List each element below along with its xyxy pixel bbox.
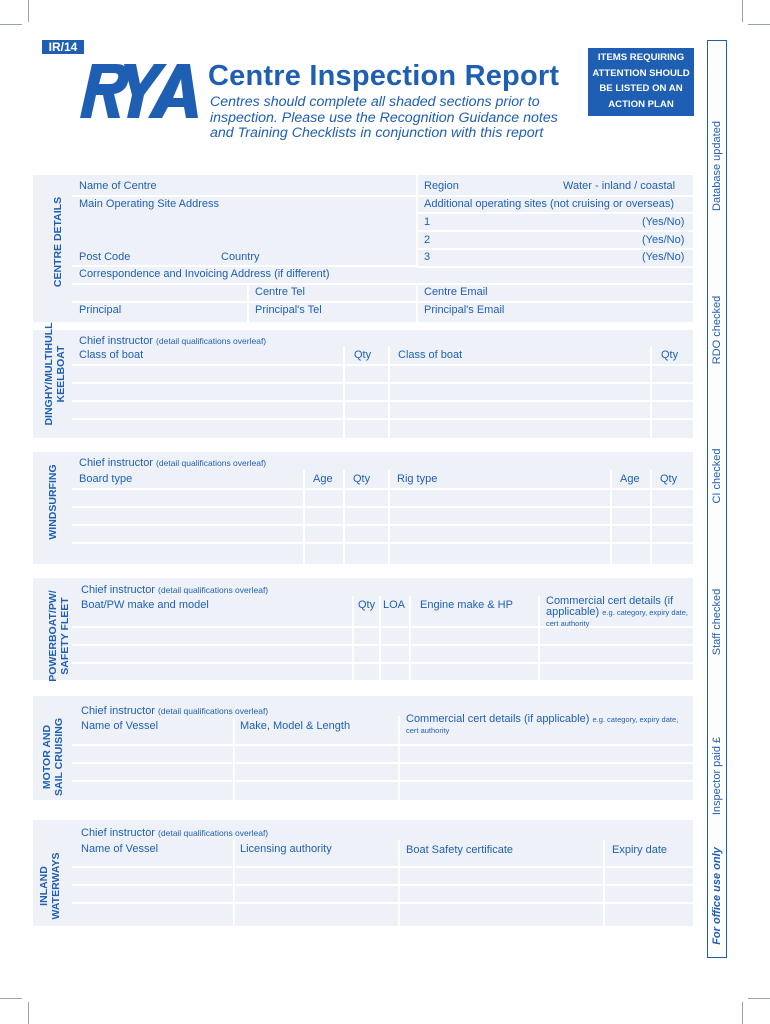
- rdo-checked-field[interactable]: RDO checked: [711, 295, 723, 365]
- name-of-centre-field[interactable]: Name of Centre: [79, 180, 157, 192]
- crop-mark: [742, 1002, 743, 1024]
- chief-instructor-field[interactable]: [81, 705, 268, 718]
- qty-header: Qty: [358, 599, 376, 611]
- crop-mark: [748, 24, 770, 25]
- motor-sail-heading-line: MOTOR AND: [41, 724, 53, 790]
- centre-details-heading: CENTRE DETAILS: [52, 196, 64, 288]
- age-header: Age: [313, 473, 333, 485]
- crop-mark: [742, 0, 743, 22]
- dinghy-heading: [43, 314, 67, 434]
- dinghy-heading-line: KEELBOAT: [55, 345, 67, 403]
- chief-instructor-label: Chief instructor: [81, 705, 155, 717]
- page-title: Centre Inspection Report: [208, 60, 560, 92]
- board-type-header: Board type: [79, 473, 133, 485]
- attention-line: ATTENTION SHOULD: [592, 67, 690, 79]
- vessel-name-header: Name of Vessel: [81, 720, 159, 732]
- inland-heading: [38, 836, 62, 936]
- principals-email-field[interactable]: Principal's Email: [424, 304, 505, 316]
- attention-line: ACTION PLAN: [608, 98, 674, 110]
- site-number: 3: [424, 251, 431, 263]
- commercial-cert-detail: e.g. category, expiry date, cert authority: [546, 608, 689, 628]
- commercial-cert-detail: e.g. category, expiry date, cert authority: [406, 715, 679, 735]
- rya-logo: [76, 60, 202, 120]
- attention-line: BE LISTED ON AN: [599, 83, 683, 94]
- additional-sites-label: Additional operating sites (not cruising or overseas): [424, 198, 675, 210]
- chief-instructor-label: Chief instructor: [79, 457, 153, 469]
- qty-header: Qty: [660, 473, 678, 485]
- vessel-name-header: Name of Vessel: [81, 843, 159, 855]
- class-of-boat-header: Class of boat: [398, 349, 463, 361]
- windsurfing-heading: WINDSURFING: [47, 464, 59, 540]
- powerboat-heading-line: SAFETY FLEET: [59, 597, 71, 675]
- site-number: 2: [424, 234, 431, 246]
- crop-mark: [0, 24, 22, 25]
- ci-checked-field[interactable]: CI checked: [711, 448, 723, 504]
- loa-header: LOA: [383, 599, 406, 611]
- commercial-cert-header: [406, 714, 691, 736]
- qty-header: Qty: [661, 349, 679, 361]
- rig-type-header: Rig type: [397, 473, 438, 485]
- page-subtitle: Centres should complete all shaded sections prior to inspection. Please use the Recognition Guidance notes and Training Checklists in conjunction with this report: [210, 94, 558, 141]
- commercial-cert-label: Commercial cert details (if applicable): [406, 713, 590, 725]
- powerboat-heading: [47, 574, 71, 698]
- chief-instructor-label: Chief instructor: [81, 584, 155, 596]
- motor-sail-heading: [41, 702, 65, 812]
- post-code-field[interactable]: Post Code: [79, 251, 131, 263]
- chief-instructor-field[interactable]: [81, 827, 268, 840]
- crop-mark: [748, 998, 770, 999]
- chief-instructor-detail: (detail qualifications overleaf): [158, 585, 269, 595]
- site-yes-no[interactable]: (Yes/No): [642, 234, 685, 246]
- crop-mark: [28, 1002, 29, 1024]
- centre-email-field[interactable]: Centre Email: [424, 286, 488, 298]
- site-yes-no[interactable]: (Yes/No): [642, 251, 685, 263]
- chief-instructor-label: Chief instructor: [79, 335, 153, 347]
- form-code-badge: IR/14: [42, 40, 84, 54]
- site-number: 1: [424, 216, 431, 228]
- inland-heading-line: WATERWAYS: [50, 852, 62, 920]
- centre-tel-field[interactable]: Centre Tel: [255, 286, 305, 298]
- main-site-address-field[interactable]: Main Operating Site Address: [79, 198, 220, 210]
- chief-instructor-label: Chief instructor: [81, 827, 155, 839]
- boat-make-model-header: Boat/PW make and model: [81, 599, 209, 611]
- powerboat-heading-line: POWERBOAT/PW/: [47, 590, 59, 682]
- commercial-cert-header: [546, 596, 690, 629]
- chief-instructor-detail: (detail qualifications overleaf): [156, 336, 267, 346]
- motor-sail-heading-line: SAIL CRUISING: [53, 718, 65, 796]
- attention-line: ITEMS REQUIRING: [597, 52, 685, 63]
- crop-mark: [28, 0, 29, 22]
- licensing-authority-header: Licensing authority: [240, 843, 332, 855]
- principal-field[interactable]: Principal: [79, 304, 122, 316]
- inland-heading-line: INLAND: [38, 866, 50, 906]
- chief-instructor-detail: (detail qualifications overleaf): [158, 706, 269, 716]
- principals-tel-field[interactable]: Principal's Tel: [255, 304, 322, 316]
- make-model-length-header: Make, Model & Length: [240, 720, 351, 732]
- office-use-only-label: For office use only: [711, 847, 723, 945]
- crop-mark: [0, 998, 22, 999]
- chief-instructor-detail: (detail qualifications overleaf): [158, 828, 269, 838]
- chief-instructor-field[interactable]: [79, 335, 266, 348]
- class-of-boat-header: Class of boat: [79, 349, 144, 361]
- boat-safety-cert-header: Boat Safety certificate: [406, 844, 513, 856]
- commercial-cert-label: Commercial cert details (if applicable): [546, 595, 674, 618]
- expiry-date-header: Expiry date: [612, 844, 668, 856]
- staff-checked-field[interactable]: Staff checked: [711, 588, 723, 656]
- water-type-field[interactable]: Water - inland / coastal: [563, 180, 676, 192]
- qty-header: Qty: [354, 349, 372, 361]
- site-yes-no[interactable]: (Yes/No): [642, 216, 685, 228]
- engine-header: Engine make & HP: [420, 599, 513, 611]
- chief-instructor-detail: (detail qualifications overleaf): [156, 458, 267, 468]
- dinghy-heading-line: DINGHY/MULTIHULL: [43, 322, 55, 426]
- correspondence-address-field[interactable]: Correspondence and Invoicing Address (if different): [79, 268, 330, 280]
- database-updated-field[interactable]: Database updated: [711, 121, 723, 211]
- qty-header: Qty: [353, 473, 371, 485]
- region-field[interactable]: Region: [424, 180, 459, 192]
- inspector-paid-field[interactable]: Inspector paid £: [711, 736, 723, 816]
- chief-instructor-field[interactable]: [79, 457, 266, 470]
- age-header: Age: [620, 473, 640, 485]
- country-field[interactable]: Country: [221, 251, 260, 263]
- chief-instructor-field[interactable]: [81, 584, 268, 597]
- attention-box: [588, 48, 694, 116]
